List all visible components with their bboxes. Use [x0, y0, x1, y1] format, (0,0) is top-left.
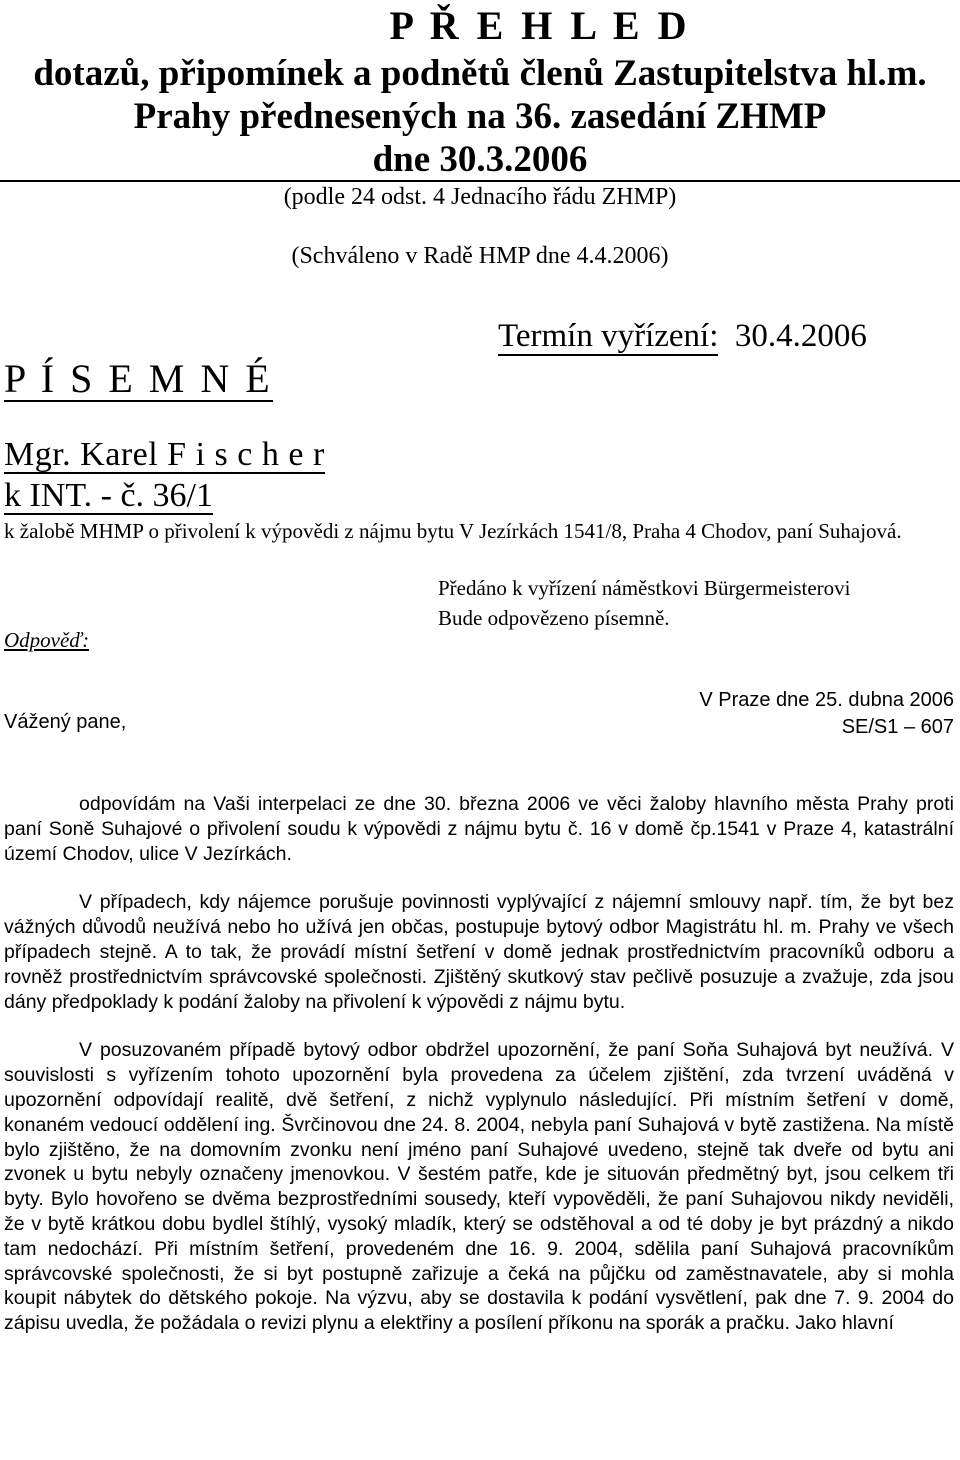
title-line-1: dotazů, připomínek a podnětů členů Zastupitelstva hl.m. [33, 53, 927, 94]
letter-paragraph-2: V případech, kdy nájemce porušuje povinnosti vyplývající z nájemní smlouvy např. tím, že byt bez vážných důvodů neužívá nebo ho užívá jen občas, postupuje bytový odbor Magistrátu hl. m. Prahy ve všech případech stejně. A to tak, že provádí místní šetření v domě jednak prostřednictvím pracovníků odboru a rovněž prostřednictvím správcovské společnosti. Zjištěný skutkový stav pečlivě posuzuje a zvažuje, zda jsou dány předpoklady k podání žaloby na přivolení k výpovědi z nájmu bytu. [4, 891, 954, 1013]
category-heading: P Í S E M N É [4, 356, 273, 401]
title-line-3: dne 30.3.2006 [372, 139, 588, 180]
forwarded-line-2: Bude odpovězeno písemně. [438, 606, 670, 630]
interpellation-number: k INT. - č. 36/1 [4, 477, 213, 514]
letter-reference: SE/S1 – 607 [841, 716, 954, 738]
interpellation-subject: k žalobě MHMP o přivolení k výpovědi z nájmu bytu V Jezírkách 1541/8, Praha 4 Chodov, paní Suhajová. [4, 519, 902, 543]
answer-label: Odpověď: [4, 628, 90, 652]
letter-body [4, 792, 954, 1336]
deadline-label: Termín vyřízení: [498, 318, 719, 354]
title-divider [0, 180, 960, 182]
letter-date-block [699, 687, 954, 741]
approval-note: (Schváleno v Radě HMP dne 4.4.2006) [291, 243, 669, 269]
letter-salutation: Vážený pane, [4, 711, 127, 733]
letter-paragraph-3: V posuzovaném případě bytový odbor obdržel upozornění, že paní Soňa Suhajová byt neužívá. V souvislosti s vyřízením tohoto upozornění byla provedena za účelem zjištění, zda tvrzení uváděná v upozornění odpovídají realitě, dvě šetření, z nichž vyplynulo následující. Při místním šetření v domě, konaném vedoucí oddělení ing. Švrčinovou dne 24. 8. 2004, nebyla paní Suhajová v bytě zastižena. Na místě bylo zjištěno, že na domovním zvonku není jméno paní Suhajové uvedeno, stejně tak dveře od bytu ani zvonek u bytu nebyly označeny jmenovkou. V šestém patře, kde je situován předmětný byt, jsou celkem tři byty. Bylo hovořeno se dvěma bezprostředními sousedy, kteří vypověděli, že paní Suhajovou nikdy neviděli, že v bytě krátkou dobu bydlel štíhlý, vysoký mladík, který se odstěhoval a od té doby je byt prázdný a nikdo tam nedochází. Při místním šetření, provedeném dne 16. 9. 2004, sdělila paní Suhajová pracovníkům správcovské společnosti, že si byt postupně zařizuje a čeká na půjčku od zaměstnavatele, aby si mohla koupit nábytek do dětského pokoje. Na výzvu, aby se dostavila k podání vysvětlení, pak dne 7. 9. 2004 do zápisu uvedla, že požádala o revizi plynu a elektřiny a posílení příkonu na sporák a pračku. Jako hlavní [4, 1039, 954, 1335]
letter-place-date: V Praze dne 25. dubna 2006 [699, 689, 954, 711]
deadline-value: 30.4.2006 [734, 318, 867, 354]
forwarded-line-1: Předáno k vyřízení náměstkovi Bürgermeisterovi [438, 576, 851, 600]
document-title: P Ř E H L E D [389, 3, 691, 48]
deadline [498, 318, 867, 355]
title-line-2: Prahy přednesených na 36. zasedání ZHMP [133, 96, 827, 137]
author-name: Mgr. Karel F i s c h e r [4, 436, 325, 473]
forwarded-note [438, 573, 851, 633]
letter-paragraph-1: odpovídám na Vaši interpelaci ze dne 30. března 2006 ve věci žaloby hlavního města Prahy proti paní Soně Suhajové o přivolení soudu k výpovědi z nájmu bytu č. 16 v domě čp.1541 v Praze 4, katastrální území Chodov, ulice V Jezírkách. [4, 793, 954, 865]
rules-note: (podle 24 odst. 4 Jednacího řádu ZHMP) [283, 184, 677, 210]
